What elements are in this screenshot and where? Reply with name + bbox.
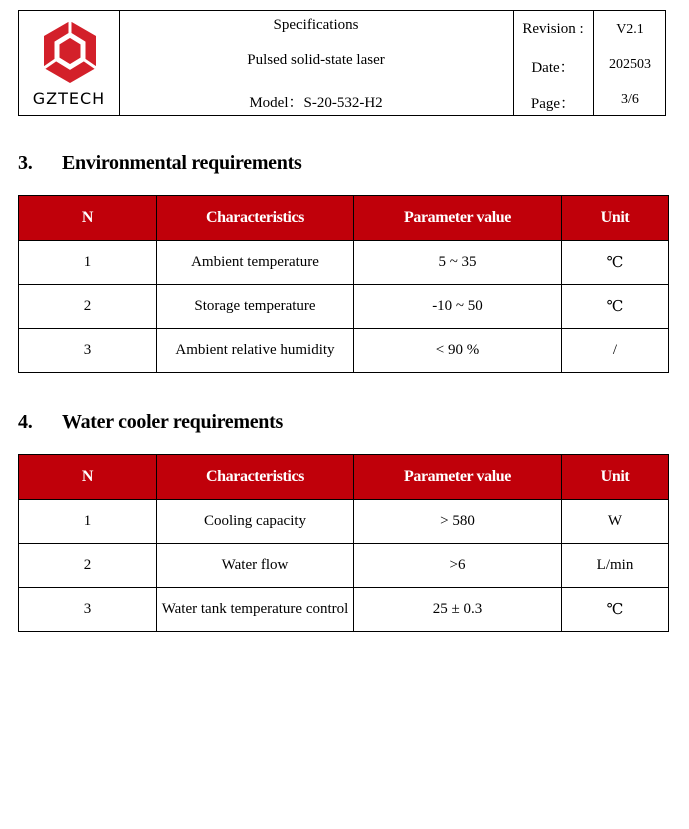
doc-title: Specifications xyxy=(273,17,359,33)
table-cell: 5 ~ 35 xyxy=(354,241,562,285)
column-header: Unit xyxy=(562,455,669,500)
revision-value: V2.1 xyxy=(616,22,644,37)
logo-text: GZTECH xyxy=(32,89,106,108)
page-label: Page： xyxy=(530,96,576,112)
table-cell: L/min xyxy=(562,544,669,588)
table-row xyxy=(19,329,669,373)
table-cell: W xyxy=(562,500,669,544)
table-cell: Ambient temperature xyxy=(157,241,354,285)
table-cell: Ambient relative humidity xyxy=(157,329,354,373)
table-row xyxy=(19,544,669,588)
section-number: 3. xyxy=(18,152,33,174)
model-number: Model：S-20-532-H2 xyxy=(249,95,383,111)
section-heading-water-cooler xyxy=(18,411,283,434)
column-header: Characteristics xyxy=(157,455,354,500)
table-cell: Water tank temperature control xyxy=(157,588,354,632)
table-cell: ℃ xyxy=(562,285,669,329)
table-row xyxy=(19,588,669,632)
section-number: 4. xyxy=(18,411,33,433)
page-value: 3/6 xyxy=(621,92,639,107)
table-cell: Storage temperature xyxy=(157,285,354,329)
environmental-requirements-table xyxy=(18,195,669,373)
column-header: Characteristics xyxy=(157,196,354,241)
table-cell: < 90 % xyxy=(354,329,562,373)
table-cell: 25 ± 0.3 xyxy=(354,588,562,632)
section-heading-environmental xyxy=(18,152,301,175)
column-header: Unit xyxy=(562,196,669,241)
table-cell: 3 xyxy=(19,329,157,373)
column-header: Parameter value xyxy=(354,196,562,241)
table-cell: Water flow xyxy=(157,544,354,588)
gztech-logo-icon xyxy=(41,19,99,85)
product-name: Pulsed solid-state laser xyxy=(247,52,385,68)
table-header-row xyxy=(19,455,669,500)
column-header: N xyxy=(19,455,157,500)
date-label: Date： xyxy=(531,60,575,76)
table-cell: 2 xyxy=(19,285,157,329)
table-header-row xyxy=(19,196,669,241)
table-cell: >6 xyxy=(354,544,562,588)
section-title: Environmental requirements xyxy=(62,152,302,174)
table-cell: -10 ~ 50 xyxy=(354,285,562,329)
company-logo xyxy=(19,11,119,115)
water-cooler-requirements-table xyxy=(18,454,669,632)
column-header: N xyxy=(19,196,157,241)
document-header xyxy=(18,10,666,116)
table-cell: ℃ xyxy=(562,588,669,632)
revision-label: Revision : xyxy=(522,21,584,37)
table-cell: 3 xyxy=(19,588,157,632)
date-value: 202503 xyxy=(609,57,651,72)
table-cell: 1 xyxy=(19,500,157,544)
table-cell: > 580 xyxy=(354,500,562,544)
column-header: Parameter value xyxy=(354,455,562,500)
section-title: Water cooler requirements xyxy=(62,411,283,433)
table-row xyxy=(19,241,669,285)
table-row xyxy=(19,500,669,544)
table-cell: 2 xyxy=(19,544,157,588)
table-cell: / xyxy=(562,329,669,373)
table-cell: Cooling capacity xyxy=(157,500,354,544)
table-cell: ℃ xyxy=(562,241,669,285)
table-row xyxy=(19,285,669,329)
table-cell: 1 xyxy=(19,241,157,285)
